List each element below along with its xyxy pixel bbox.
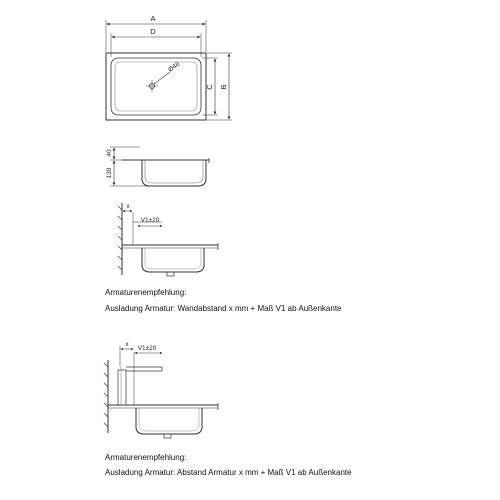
- dim-a-label: A: [150, 14, 156, 23]
- dim-40-label: 40: [106, 149, 113, 157]
- dim-d-label: D: [150, 27, 156, 36]
- mount-detail-2: [104, 346, 218, 438]
- hole-diameter-label: Ø46: [167, 60, 182, 74]
- caption-text-2: Ausladung Armatur: Abstand Armatur x mm + Maß V1 ab Außenkante: [105, 468, 352, 477]
- dim-c-label: C: [205, 84, 214, 90]
- dim-x-label-1: x: [126, 203, 130, 210]
- dim-v1-label-2: V1±20: [137, 345, 157, 352]
- caption-title-2: Armaturenempfehlung:: [105, 453, 187, 462]
- dim-x-label-2: x: [125, 341, 129, 348]
- dim-b-label: B: [219, 84, 228, 90]
- dim-v1-label-1: V1±20: [140, 217, 160, 224]
- mount-detail-1: [118, 203, 218, 276]
- caption-title-1: Armaturenempfehlung:: [105, 288, 187, 297]
- caption-text-1: Ausladung Armatur: Wandabstand x mm + Maß V1 ab Außenkante: [105, 304, 342, 313]
- dim-130-label: 130: [106, 167, 113, 179]
- sink-side-view: [110, 147, 209, 186]
